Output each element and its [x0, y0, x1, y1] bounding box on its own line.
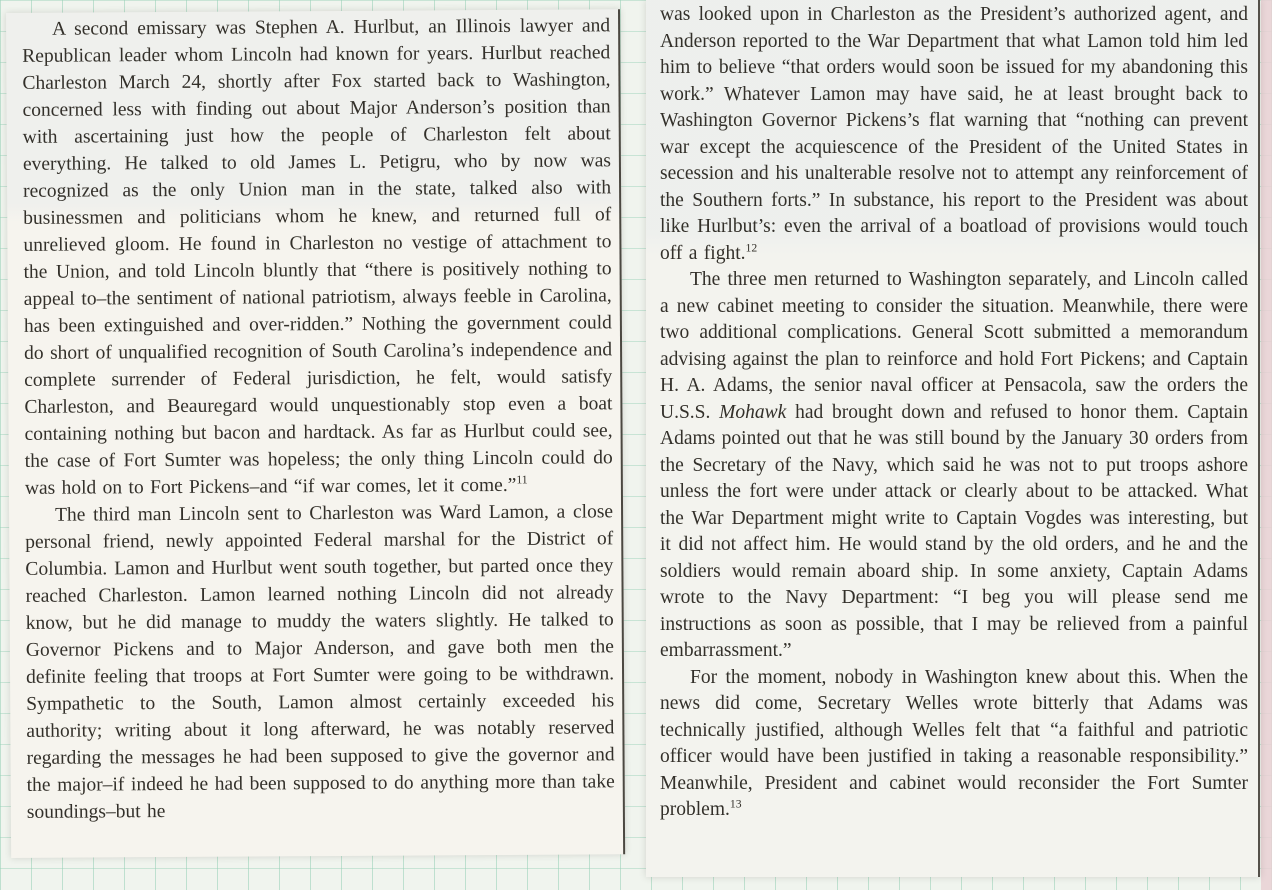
paragraph [25, 498, 615, 826]
right-page-sheet [646, 0, 1260, 877]
footnote-marker: 13 [729, 797, 742, 811]
left-text-column [6, 9, 623, 858]
text-run: was looked upon in Charleston as the President’s authorized agent, and Anderson reported to the War Department that what Lamon told him led him to believe “that orders would soon be issued for my abandoning this work.” Whatever Lamon may have said, he at least brought back to Washington Governor Pickens’s flat warning that “nothing can prevent war except the acquiescence of the President of the United States in secession and his unalterable resolve not to attempt any reinforcement of the Southern forts.” In substance, his report to the President was about like Hurlbut’s: even the arrival of a boatload of provisions would touch off a fight. [660, 4, 1248, 264]
footnote-marker: 12 [745, 241, 758, 254]
right-page-edge-strip [1261, 0, 1272, 890]
text-run: The third man Lincoln sent to Charleston was Ward Lamon, a close personal friend, newly appointed Federal marshal for the District of Columbia. Lamon and Hurlbut went south together, but parted once they reached Charleston. Lamon learned nothing Lincoln did not already know, but he did manage to muddy the waters slightly. He talked to Governor Pickens and to Major Anderson, and gave both men the definite feeling that troops at Fort Sumter were going to be withdrawn. Sympathetic to the South, Lamon almost certainly exceeded his authority; writing about it long afterward, he was notably reserved regarding the messages he had been supposed to give the governor and the major–if indeed he had been supposed to do anything more than take soundings–but he [25, 501, 615, 823]
left-page-sheet [6, 9, 625, 858]
paragraph [22, 12, 613, 502]
text-run: For the moment, nobody in Washington knew about this. When the news did come, Secretary Welles wrote bitterly that Adams was technically justified, although Welles felt that “a faithful and patriotic officer would have been justified in taking a reasonable responsibility.” Meanwhile, President and cabinet would reconsider the Fort Sumter problem. [660, 666, 1248, 820]
paragraph [660, 2, 1248, 267]
right-text-column [646, 0, 1258, 877]
paragraph [660, 665, 1248, 824]
text-run: A second emissary was Stephen A. Hurlbut, an Illinois lawyer and Republican leader whom Lincoln had known for years. Hurlbut reached Charleston March 24, shortly after Fox started back to Washington, concerned less with finding out about Major Anderson’s position than with ascertaining just how the people of Charleston felt about everything. He talked to old James L. Petigru, who by now was recognized as the only Union man in the state, talked also with businessmen and politicians whom he knew, and returned full of unrelieved gloom. He found in Charleston no vestige of attachment to the Union, and told Lincoln bluntly that “there is positively nothing to appeal to–the sentiment of national patriotism, always feeble in Carolina, has been extinguished and over-ridden.” Nothing the government could do short of unqualified recognition of South Carolina’s independence and complete surrender of Federal jurisdiction, he felt, would satisfy Charleston, and Beauregard would unquestionably stop even a boat containing nothing but bacon and hardtack. As far as Hurlbut could see, the case of Fort Sumter was hopeless; the only thing Lincoln could do was hold on to Fort Pickens–and “if war comes, let it come.” [22, 15, 613, 499]
ship-name-italic: Mohawk [719, 401, 787, 423]
text-run: The three men returned to Washington separately, and Lincoln called a new cabinet meeting to consider the situation. Meanwhile, there were two additional complications. General Scott submitted a memorandum advising against the plan to reinforce and hold Fort Pickens; and Captain H. A. Adams, the senior naval officer at Pensacola, saw the orders the U.S.S. [660, 269, 1248, 423]
paragraph [660, 267, 1248, 665]
text-run: had brought down and refused to honor them. Captain Adams pointed out that he was still bound by the January 30 orders from the Secretary of the Navy, which said he was not to put troops ashore unless the fort were under attack or clearly about to be attacked. What the War Department might write to Captain Vogdes was interesting, but it did not affect him. He would stand by the old orders, and he and the soldiers would remain aboard ship. In some anxiety, Captain Adams wrote to the Navy Department: “I beg you will please send me instructions as soon as possible, that I may be relieved from a painful embarrassment.” [660, 401, 1248, 661]
footnote-marker: 11 [516, 473, 528, 487]
